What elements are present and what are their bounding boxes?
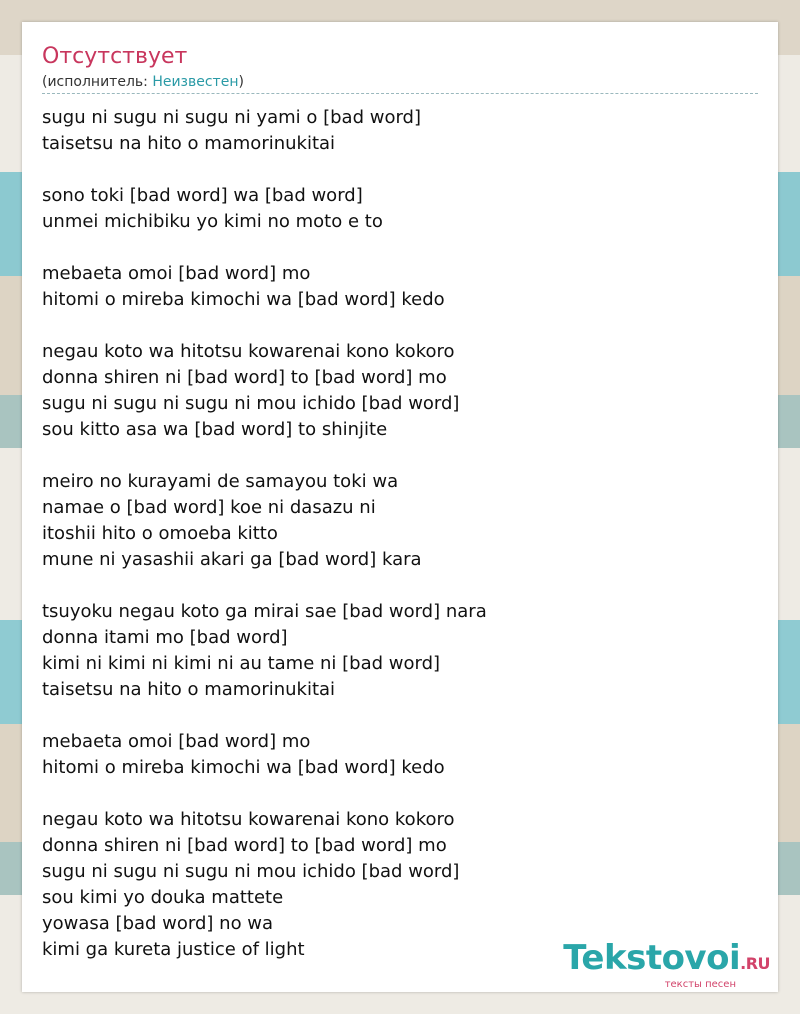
lyrics-line: sugu ni sugu ni sugu ni yami o [bad word] (42, 107, 421, 128)
lyrics-line: donna itami mo [bad word] (42, 627, 288, 648)
lyrics-line: mebaeta omoi [bad word] mo (42, 731, 311, 752)
lyrics-line: tsuyoku negau koto ga mirai sae [bad word] nara (42, 601, 487, 622)
lyrics-line: taisetsu na hito o mamorinukitai (42, 133, 336, 154)
lyrics-stanza (42, 599, 758, 703)
lyrics-line: sono toki [bad word] wa [bad word] (42, 185, 363, 206)
artist-suffix: ) (238, 74, 244, 90)
lyrics-line: yowasa [bad word] no wa (42, 913, 274, 934)
lyrics-line: mebaeta omoi [bad word] mo (42, 263, 311, 284)
lyrics-line: mune ni yasashii akari ga [bad word] kara (42, 549, 422, 570)
artist-prefix: (исполнитель: (42, 74, 153, 90)
lyrics-line: negau koto wa hitotsu kowarenai kono kokoro (42, 809, 455, 830)
lyrics-stanza (42, 105, 758, 157)
lyrics-line: donna shiren ni [bad word] to [bad word] mo (42, 835, 447, 856)
lyrics-line: hitomi o mireba kimochi wa [bad word] kedo (42, 289, 445, 310)
lyrics-line: negau koto wa hitotsu kowarenai kono kokoro (42, 341, 455, 362)
lyrics-line: sugu ni sugu ni sugu ni mou ichido [bad word] (42, 861, 460, 882)
lyrics-stanza (42, 261, 758, 313)
lyrics-stanza (42, 339, 758, 443)
lyrics-line: sou kimi yo douka mattete (42, 887, 284, 908)
lyrics-line: hitomi o mireba kimochi wa [bad word] kedo (42, 757, 445, 778)
lyrics-line: kimi ni kimi ni kimi ni au tame ni [bad word] (42, 653, 441, 674)
lyrics-line: taisetsu na hito o mamorinukitai (42, 679, 336, 700)
lyrics-line: meiro no kurayami de samayou toki wa (42, 471, 399, 492)
lyrics-stanza (42, 469, 758, 573)
song-title: Отсутствует (42, 44, 188, 69)
lyrics-line: sou kitto asa wa [bad word] to shinjite (42, 419, 388, 440)
title-divider (42, 93, 758, 94)
lyrics-line: itoshii hito o omoeba kitto (42, 523, 278, 544)
tekstovoi-logo[interactable] (563, 939, 770, 990)
lyrics-line: namae o [bad word] koe ni dasazu ni (42, 497, 376, 518)
lyrics-stanza (42, 729, 758, 781)
logo-subtitle: тексты песен (664, 979, 736, 990)
logo-tld: .RU (740, 954, 770, 973)
lyrics-stanza (42, 183, 758, 235)
lyrics-line: kimi ga kureta justice of light (42, 939, 305, 960)
logo-wordmark (563, 939, 770, 983)
artist-line (42, 74, 244, 90)
artist-link[interactable]: Неизвестен (152, 74, 239, 90)
lyrics-line: unmei michibiku yo kimi no moto e to (42, 211, 383, 232)
logo-main-text: Tekstovoi (563, 938, 741, 978)
lyrics-line: donna shiren ni [bad word] to [bad word] mo (42, 367, 447, 388)
lyrics-card (22, 22, 778, 992)
lyrics-line: sugu ni sugu ni sugu ni mou ichido [bad word] (42, 393, 460, 414)
lyrics-body (42, 105, 758, 989)
